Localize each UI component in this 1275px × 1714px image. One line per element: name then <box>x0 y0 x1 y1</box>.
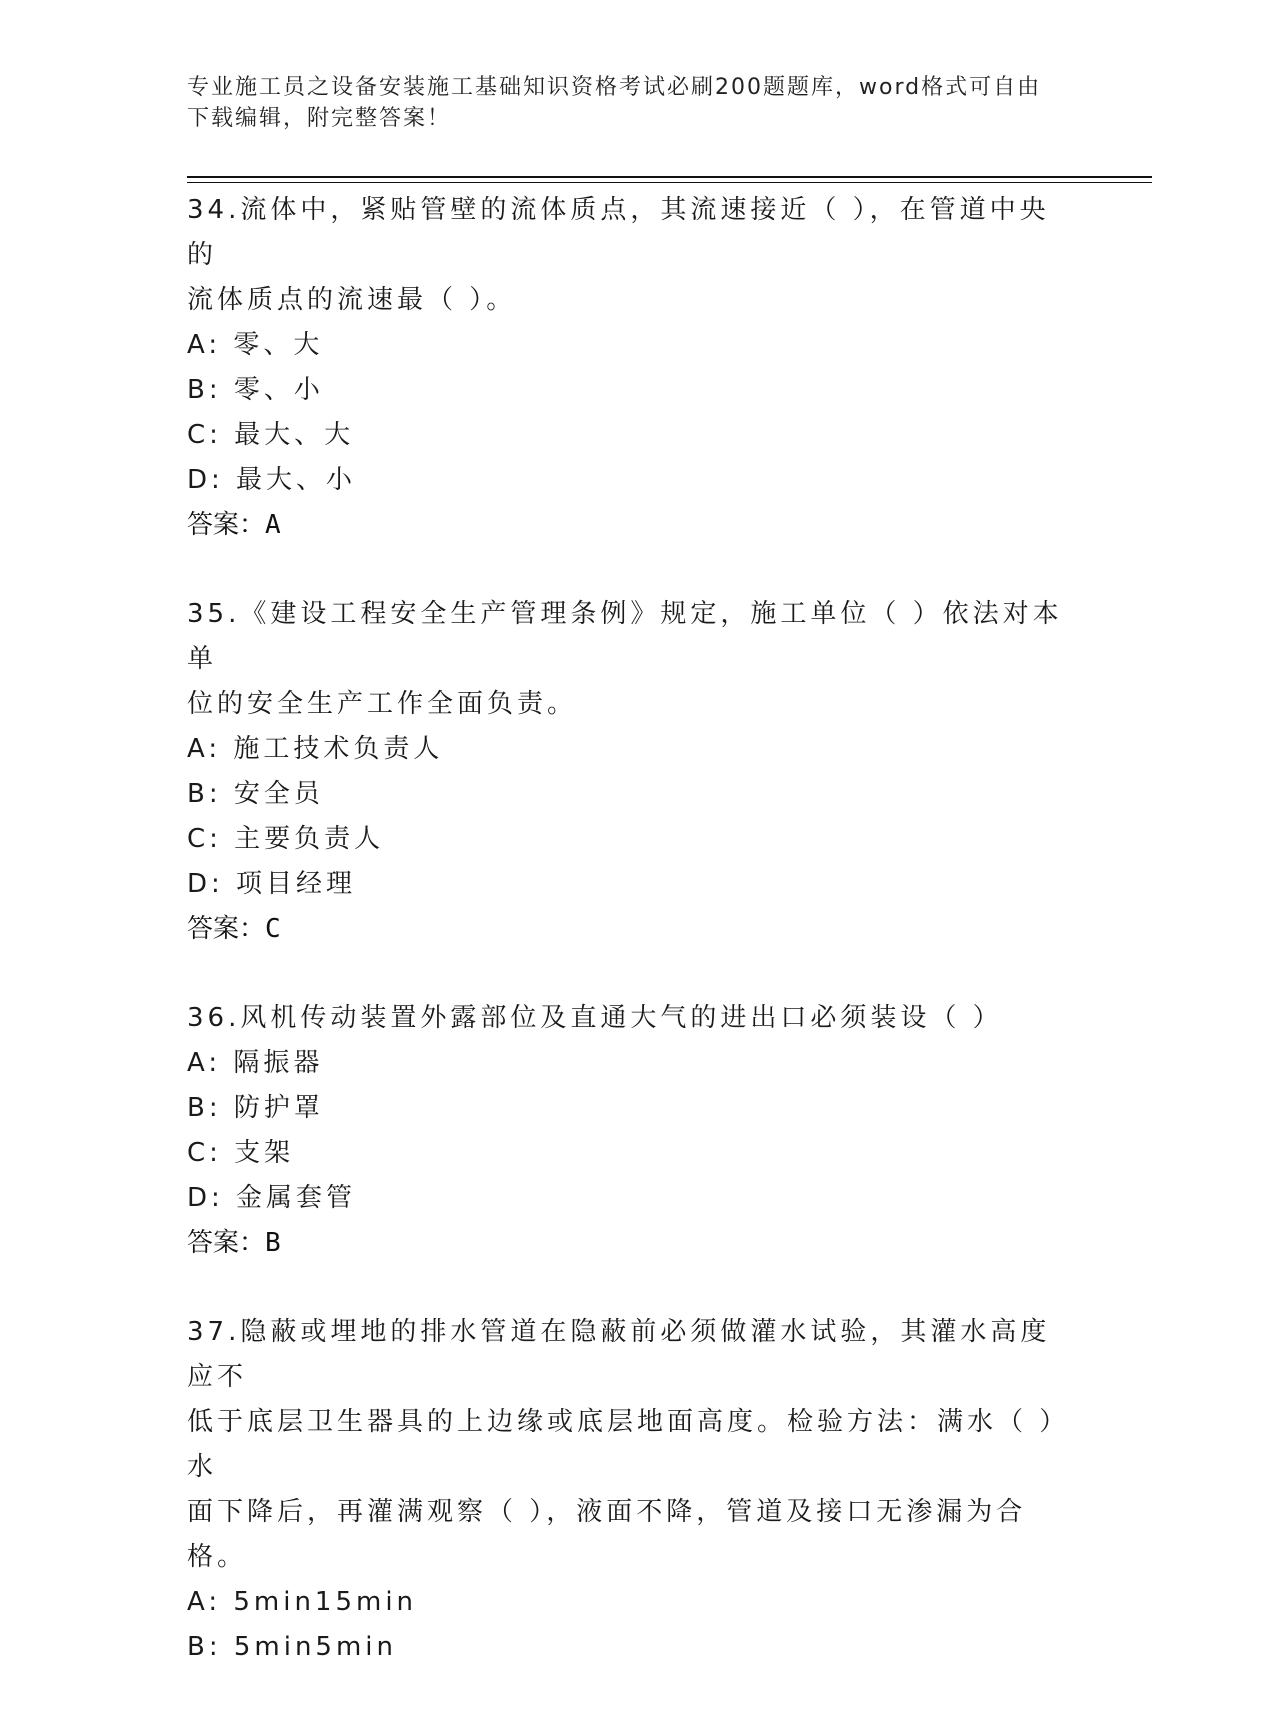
option-c: C: 主要负责人 <box>187 824 385 854</box>
option-c: C: 支架 <box>187 1138 295 1168</box>
option-b: B: 安全员 <box>187 779 324 809</box>
header-divider-thick <box>187 176 1152 178</box>
answer-line: 答案：B <box>187 1228 281 1258</box>
option-c: C: 最大、大 <box>187 420 355 450</box>
question-stem-line: 34.流体中，紧贴管壁的流体质点，其流速接近（ ），在管道中央的 <box>187 195 1050 270</box>
header-line-2: 下载编辑，附完整答案！ <box>187 106 452 131</box>
question-stem-line: 35.《建设工程安全生产管理条例》规定，施工单位（ ）依法对本单 <box>187 599 1063 674</box>
option-d: D: 项目经理 <box>187 869 357 899</box>
question-stem-line: 37.隐蔽或埋地的排水管道在隐蔽前必须做灌水试验，其灌水高度应不 <box>187 1317 1051 1392</box>
header-divider-thin <box>187 182 1152 183</box>
question-stem-line: 流体质点的流速最（ ）。 <box>187 285 517 315</box>
answer-line: 答案：C <box>187 914 281 944</box>
option-d: D: 最大、小 <box>187 465 357 495</box>
option-a: A: 施工技术负责人 <box>187 734 444 764</box>
question-stem-line: 面下降后，再灌满观察（ ），液面不降，管道及接口无渗漏为合格。 <box>187 1497 1027 1572</box>
question-stem-line: 低于底层卫生器具的上边缘或底层地面高度。检验方法：满水（ ）水 <box>187 1407 1070 1482</box>
answer-line: 答案：A <box>187 510 281 540</box>
question-37 <box>187 1310 1077 1670</box>
question-stem-line: 36.风机传动装置外露部位及直通大气的进出口必须装设（ ） <box>187 1003 1003 1033</box>
question-36 <box>187 996 1077 1266</box>
question-35 <box>187 592 1077 952</box>
question-34 <box>187 188 1077 548</box>
question-stem-line: 位的安全生产工作全面负责。 <box>187 689 578 719</box>
option-b: B: 零、小 <box>187 375 324 405</box>
option-b: B: 防护罩 <box>187 1093 324 1123</box>
header-line-1: 专业施工员之设备安装施工基础知识资格考试必刷200题题库，word格式可自由 <box>187 75 1042 100</box>
document-header <box>187 72 1067 134</box>
option-a: A: 5min15min <box>187 1587 418 1617</box>
option-a: A: 零、大 <box>187 330 324 360</box>
option-d: D: 金属套管 <box>187 1183 357 1213</box>
question-list <box>187 188 1077 1714</box>
option-a: A: 隔振器 <box>187 1048 324 1078</box>
option-b: B: 5min5min <box>187 1632 398 1662</box>
